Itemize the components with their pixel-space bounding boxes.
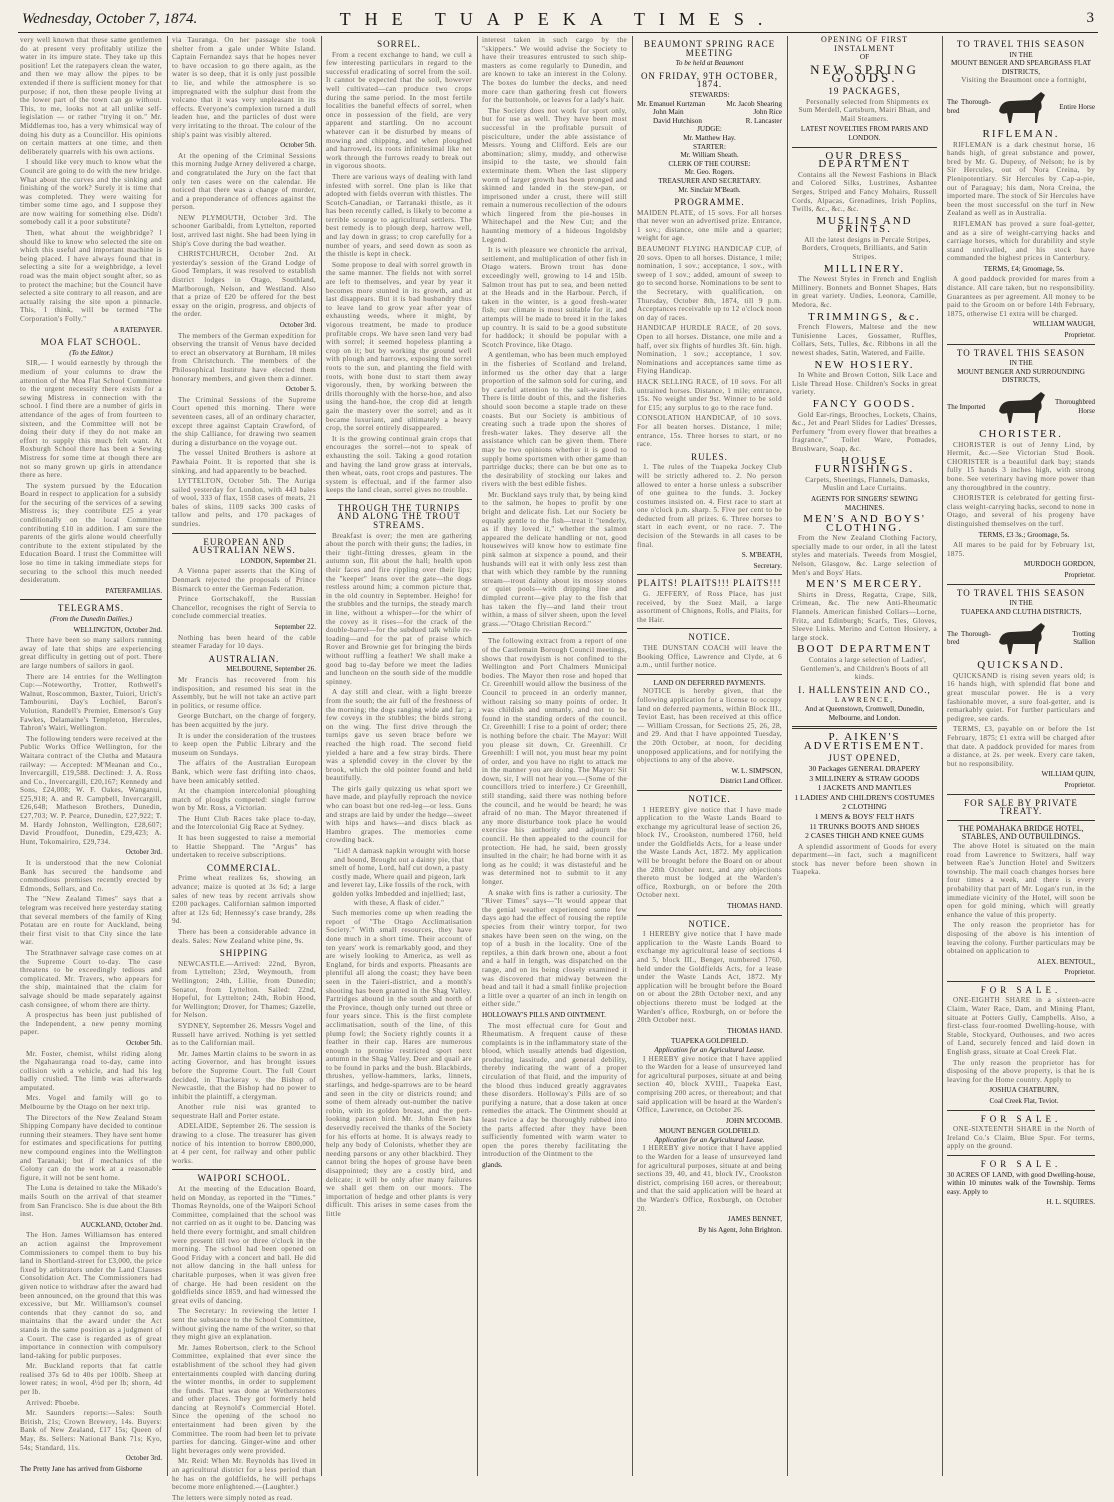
body-text: The only reason the proprietor has for disposing of the above property, is that he is leaving for the Home country. Apply to <box>947 1058 1095 1084</box>
signature: JAMES BENNET, <box>727 1215 782 1224</box>
body-text: Mrs. Vogel and family will go to Melbourne by the Otago on her next trip. <box>20 1094 162 1112</box>
department-heading: TRIMMINGS, &c. <box>808 310 921 323</box>
body-text: Mr Francis has recovered from his indisposition, and resumed his seat in the Assembly, but he will not take an active part in politics, or resume office. <box>172 675 316 710</box>
signature: THOMAS HAND. <box>727 1026 782 1035</box>
body-text: SIR,— I would earnestly by through the medium of your columns to draw the attention of the Moa Flat School Committee to the urgent necessity there exists for a sewing Mistress in connection with the school. I find there are a number of girls in attendance of the ages of from fourteen to sixteen, and the Committee will not be doing their duty if they do not make an effort to supply this much felt want. At Roxburgh School there has been a Sewing Mistress for some time at though there are not so many grown up girls in attendance there as here. <box>20 359 162 480</box>
notice-heading: NOTICE. <box>688 793 731 804</box>
body-text: CHORISTER is celebrated for getting first-class weight-carrying hacks, second to none in Otago, and several of his progeny have distinguished themselves on the turf. <box>947 494 1095 528</box>
section-heading: COMMERCIAL. <box>206 862 282 873</box>
advert-heading: TO TRAVEL THIS SEASON <box>956 587 1086 598</box>
section-heading: EUROPEAN AND AUSTRALIAN NEWS. <box>192 536 296 556</box>
body-text: From a recent exchange to hand, we cull a few interesting particulars in regard to the successful eradicating of sorrel from the soil. It cannot be expected that the soil, however well cultivated—can produce two crops during the same period. In the most fertile localities the baneful effects of sorrel, when once in possession of the field, are very apparent and startling. On no account whatever can it be disturbed by means of mowing and chipping, and when ploughed and harrowed, its roots infinitesimal like net work through the furrows ready to break out in vigorous shoots. <box>326 50 472 171</box>
column-3 <box>326 36 472 1476</box>
body-text: Contains all the Newest Fashions in Black and Colored Silks, Lustrines, Ashantee Serges, Striped and Fancy Mohairs, Russell Cords, Alpacas, Grenadines, Irish Poplins, Twills, &c., &c., &c. <box>792 170 937 214</box>
list-item: 2 CASES THIGH AND KNEE GUMS <box>805 831 924 841</box>
signature-title: Coal Creek Flat, Teviot. <box>989 1097 1059 1105</box>
advert-heading: TO TRAVEL THIS SEASON <box>956 39 1086 49</box>
column-rule <box>321 36 322 1476</box>
body-text: A prospectus has been just published of the Independent, a new penny morning paper. <box>20 1011 162 1037</box>
steward: Mr. Emanuel Kurtzman <box>637 99 706 108</box>
page-number: 3 <box>1086 10 1094 26</box>
signature-title: Proprietor. <box>1064 570 1095 579</box>
stewards-row <box>637 108 782 117</box>
dateline: September 22. <box>274 623 316 631</box>
horse-name: QUICKSAND. <box>977 659 1065 672</box>
body-text: Mr. James Robertson, clerk to the School Committee, explained that ever since the establishment of the school they had given entertainments coupled with dancing during the winter months, in order to supplement the funds. That was done at Wetherstones and other places. They got formerly held dancing at Reynold's Commercial Hotel. Since the opening of the school no entertainment had been given by the Committee. The room had been let to private parties for dancing. Ginger-wine and other light beverages only were provided. <box>172 1343 316 1455</box>
department-heading: MEN'S AND BOYS' CLOTHING. <box>803 513 926 534</box>
dateline: October 5th. <box>126 1038 162 1047</box>
body-text: SYDNEY, September 26. Messrs Vogel and Russell have arrived. Nothing is yet settled as to the Californian mail. <box>172 1021 316 1048</box>
body-text: RIFLEMAN has proved a sure foal-getter, and as a sire of weight-carrying hacks and carriage horses, which for durability and style stand unrivalled, and his stock have commanded the highest prices in Canterbury. <box>947 219 1095 263</box>
signature: H. L. SQUIRES. <box>1046 1198 1095 1207</box>
terms: TERMS, £4; Groomage, 5s. <box>983 264 1065 273</box>
body-text: It is with pleasure we chronicle the arrival, settlement, and multiplication of other fish in Otago waters. Brown trout has done exceedingly well, growing to 14 and 15lb. Salmon trout has put to sea, and been netted at the Heads and in the Harbour. Perch, if taken in the winter, is a good fresh-water fish; our climate is most suitable for it, and attempts will be made to breed it in the lakes up country. It is said to be a good substitute for haddock; it should be popular with a Scotch Province, like Otago. <box>482 246 627 349</box>
notice-subheading: Application for an Agricultural Lease. <box>654 1135 765 1144</box>
label: STEWARDS: <box>689 90 730 99</box>
body-text: ONE-EIGHTH SHARE in a sixteen-acre Claim, Water Race, Dam, and Mining Plant, situate at Potters Gully, Campbells. Also, a first-class four-roomed Dwelling-house, with Stable, Stockyard, Outhouses, and two acres of Land, securely fenced and laid down in English grass, situate at Coal Creek Flat. <box>947 996 1095 1057</box>
body-text: There are 14 entries for the Wellington Cup:—Noteworthy, Trotter, Rothwell's Walnut, Roscommon, Baxter, Tuiori, Urich's Tambourini, Day's Lochiel, Baron's Volution, Randell's Premier, Emerson's Guy Fawkes, Delamaine's Templeton, Hercules, Tabron's Wairi, Wellington. <box>20 672 162 733</box>
label: JUDGE: <box>697 125 722 134</box>
dateline: LONDON, September 21. <box>240 556 316 565</box>
body-text: The Criminal Sessions of the Supreme Court opened this morning. There were seventeen cases, all of an ordinary character, except three against Captain Crawford, of the ship Calliance, for drawing two seamen during a disturbance on the voyage out. <box>172 395 316 447</box>
body-text: NEWCASTLE.—Arrived: 22nd, Byron, from Lyttelton; 23rd, Weymouth, from Wellington; 24th, Lillie, from Dunedin; Senator, from Lyttelton. Sailed: 22nd, Hopeful, for Lyttelton; 24th, Robin Hood, for Wellington; Drover, for Thames; Gazelle, for Nelson. <box>172 959 316 1020</box>
body-text: Arrived: Phoebe. <box>26 1398 80 1407</box>
column-4 <box>482 36 627 1476</box>
body-text: LYTTELTON, October 5th. The Auriga sailed yesterday for London, with 443 bales of wool, 333 of flax, 1558 cases of meats, 21 bales of skins, 1109 sacks 300 casks of tallow and pelts, and 170 packages of sundries. <box>172 477 316 529</box>
body-text: I HEREBY give notice that I have applied to the Warden for a lease of unsurveyed land for agricultural purposes, situate at and being section 40, block XVIII., Tuapeka East, comprising 200 acres, or thereabout; and that said application will be heard at the Warden's Office, Lawrence, on October 26. <box>637 1054 782 1115</box>
advert-branches: And at Queenstown, Cromwell, Dunedin, Melbourne, and London. <box>804 704 925 722</box>
advert-heading: OPENING OF FIRST INSTALMENT <box>820 35 909 53</box>
body-text: A gentleman, who has been much employed in the fisheries of Scotland and Ireland, informed us the other day that a large proportion of the salmon sold for curing, and by careful attention to the salt-water fish. There is little doubt of this, and the fisheries should soon become a staple trade on these coasts. But our Society is ambitious of creating such a trade upon the shores of fresh-water lakes. They deserve all the assistance which can be given them. There may be two opinions whether it is good to supply home sportsmen with other game than partridge ducks; there can be but one as to the desirability of stocking our lakes and rivers with the best edible fishes. <box>482 351 627 489</box>
department-heading: OUR DRESS DEPARTMENT <box>818 149 911 171</box>
advert-subheading: OF <box>859 53 870 62</box>
body-text: CHORISTER is out of Jenny Lind, by Hermit, &c.—See Victorian Stud Book. CHORISTER is a beautiful dark bay; stands fully 15 hands 3 inches high, with strong bone. See veterinary having more power than any thoroughbred in the country. <box>947 440 1095 492</box>
horse-illustration <box>991 620 1051 656</box>
body-text: The system pursued by the Education Board in respect to application for a subsidy for the securing of the services of a sewing Mistress is; they contribute £25 a year conditionally on the local Committee contributing £10 in addition. I am sure the parents of the girls alone would cheerfully contribute to the extent stipulated by the Education Board. I trust the Committee will lose no time in taking immediate steps for securing to the school this much needed desideratum. <box>20 481 162 585</box>
masthead <box>18 8 1098 33</box>
signature-title: Proprietor. <box>1064 331 1095 340</box>
body-text: A Vienna paper asserts that the King of Denmark rejected the proposals of Prince Bismarck to enter the German Federation. <box>172 567 316 593</box>
body-text: very well known that these same gentlemen do at present very profitably utilize the water in its impure state. They take up this position! Let the ratepayers clean the water, and then we may allow the pipes to be extended if there is sufficient money for that purpose; if not, then these people living at the lower part of the town can go without. This, to me, looks not at all unlike self-legislation — or rather "trying it on." Mr. Middlemas too, has a very whimsical way of doing his duty as a Councillor. His opinions on certain matters at one time, and then deliberately quarrels with his own actions. <box>20 36 162 156</box>
advert-heading: LATEST NOVELTIES FROM PARIS AND LONDON. <box>800 125 929 142</box>
body-text: I HEREBY give notice that I have made application to the Waste Lands Board to exchange my agricultural lease of section 26, block IV., Crookston, numbered 1760, held under the Goldfields Acts, for a lease under the Waste Lands Act, 1872. My application will be brought before the Board on or about the 28th October next, and any objections thereto must be lodged at the Warden's office, Roxburgh, on or before the 20th October next. <box>637 805 782 900</box>
label: CLERK OF THE COURSE: <box>668 159 751 168</box>
body-text: The most effectual cure for Gout and Rheumatism. A frequent cause of these complaints is in the inflammatory state of the blood, which usually attends bad digestion, producing lassitude, and general debility, thereby indicating the want of a proper circulation of that fluid, and the impurity of the blood thus induced greatly aggravates these disorders. Holloway's Pills are of so purifying a nature, that a dose taken at once remedies the attack. The Ointment should at least twice a day be thoroughly rubbed into the parts affected after they have been sufficiently fomented with warm water to open the pores thereby facilitating the introduction of the Ointment to the <box>482 1021 627 1159</box>
body-text: Mr. Saunders reports:—Sales: South British, 21s; Crown Brewery, 14s. Buyers: Bank of New Zealand, £17 15s; Queen of May, 8s. Sellers: National Bank 71s; Kyo, 54s; Standard, 11s. <box>20 1409 162 1452</box>
advert-heading: THE POMAHAKA BRIDGE HOTEL, STABLES, AND OUTBUILDINGS. <box>958 823 1084 842</box>
body-text: Prime wheat realizes 6s, showing an advance; maize is quoted at 3s 6d; a large sales of new teas by recent arrivals show £200 packages. Californian salmon imported after at 12s 6d; Hennessy's case brandy, 28s 9d. <box>172 874 316 926</box>
body-text: Then, what about the weighbridge? I should like to know who selected the site on which this useful and important machine is being placed. I have always found that in selecting a site for a weighbridge, a level road was the main object sought after, so as to protect the machine; but the Council have selected a site contrary to all reason, and are actually raising the site upon a pinnacle. This, I think, will be termed "The Corporation's Folly." <box>20 229 162 323</box>
body-text: RIFLEMAN is a dark chestnut horse, 16 hands high, of great substance and power, bred by Mr. G. Dupeuy, of Nelson; he is by Sir Hercules, out of Nora Creina, by Plenipotentiary. Sir Hercules by Cap-a-pie, out of Paraguay; his dam, Nora Creina, the imported mare. The stock of Sir Hercules have been the most successful on the turf in New Zealand as well as in Australia. <box>947 140 1095 218</box>
steward: John Rice <box>753 108 782 117</box>
body-text: via Tauranga. On her passage she took shelter from a gale under White Island. Captain Fernandez says that he hopes never to have occasion to go there again, as the water is so deep, that it is only just possible to lie, and while the atmosphere is so impregnated with the sulphur dust from the volcano that it was very unpleasant in its effects. Everyone's complexion turned a dull leaden hue, and the particles of dust were very irritating to the throat. The colour of the ship's paint was visibly altered. <box>172 36 316 139</box>
signature: S. M'BEATH, <box>741 551 782 560</box>
horse-name: RIFLEMAN. <box>982 127 1060 140</box>
body-text: TERMS, £3, payable on or before the 1st February, 1875; £1 extra will be charged after that date. A paddock provided for mares from a distance, at 2s. per week. Every care taken, but no responsibility. <box>947 725 1095 768</box>
section-heading: RULES. <box>691 451 728 462</box>
body-text: George Butchart, on the charge of forgery, has been acquitted by the jury. <box>172 712 316 729</box>
horse-label: The Thorough-bred <box>947 98 991 115</box>
horse-label: Entire Horse <box>1059 102 1095 111</box>
horse-label: The Thorough-bred <box>947 629 991 647</box>
signature: JOHN M'COOMB. <box>725 1116 782 1125</box>
notice-subheading: Application for an Agricultural Lease. <box>654 1045 765 1054</box>
advert-firm: I. HALLENSTEIN AND CO., <box>798 684 931 695</box>
horse-label: Thoroughbred Horse <box>1054 398 1095 415</box>
verse: "Lid! A damask napkin wrought with horse and hound, Brought out a dainty pie, that smelt of home, Lord, half cut down, a pasty costly made, Where quail and pigeon, lark and leveret lay, Like fossils of the rock, with golden yolks Imbedded and injellied; last, with these, A flask of cider." <box>327 847 471 907</box>
horse-illustration <box>991 389 1051 425</box>
official: Mr. William Sheath. <box>680 151 739 160</box>
body-text: At the champion intercolonial ploughing match of ploughs competed: single furrow won by Mr. Ross, a Victorian. <box>172 787 316 813</box>
body-text: CHRISTCHURCH, October 2nd. At yesterday's session of the Grand Lodge of Good Templars, it was resolved to establish district lodges in Otago, Southland, Marlborough, Nelson, and Westland. Also that a prize of £20 be offered for the best essay on the origin, progress, and objects of the order. <box>172 250 316 319</box>
article-heading: THROUGH THE TURNIPS AND ALONG THE TROUT STREAMS. <box>337 502 461 531</box>
department-heading: MEN'S MERCERY. <box>805 578 924 591</box>
body-text: I HEREBY give notice that I have applied to the Warden for a lease of unsurveyed land for agricultural purposes, situate at and being sections 39, 40, and 41, block IV., Crookston district, comprising 160 acres, or thereabout; and that the said application will be heard at the Warden's Office, Roxburgh, on October 20. <box>637 1144 782 1213</box>
body-text: The following tenders were received at the Public Works Office Wellington, for the Waitara contract of the Clutha and Mataura railway: — Accepted: M'Meanan and Co., Invercargill, £19,588. Declined: J. A. Ross and Co., Invercargill, £20,167; Kennedy and Sons, £24,008; W. F. Oakes, Wanganui, £25,918; A. and R. Campbell, Invercargill, £26,648; Matheson Brothers, Dunedin, £27,703; W. P. Pearce, Dunedin, £27,922; T. M. Hardy Johnston, Wellington, £28,607; David Proudfoot, Dunedin, £29,423; A. Hunt, Tokomairiro, £29,734. <box>20 734 162 846</box>
body-text: In White and Brown Cotton, Silk Lace and Lisle Thread Hose. Children's Socks in great variety. <box>792 371 937 397</box>
signature: THOMAS HAND. <box>727 902 782 911</box>
stewards-row <box>637 100 782 109</box>
section-heading: SHIPPING <box>219 948 269 959</box>
body-text: Mr. Foster, chemist, whilst riding along the Ngahauranga road to-day, came into collision with a vehicle, and had his leg badly crushed. The limb was afterwards amputated. <box>20 1049 162 1092</box>
article-heading: SORREL. <box>377 39 421 49</box>
race-item: CONSOLATION HANDICAP, of 10 sovs. For all beaten horses. Distance, 1 mile; entrance, 15s. Three horses to start, or no race. <box>637 414 782 449</box>
advert-title: NEW SPRING GOODS. <box>810 61 919 86</box>
notice-heading: NOTICE. <box>688 918 731 929</box>
column-2 <box>172 36 316 1502</box>
stewards-row <box>637 117 782 126</box>
body-text: I HEREBY give notice that I have made application to the Waste Lands Board to exchange my agricultural lease of sections 4 and 5, block III., Benger, numbered 1760, held under the Goldfields Acts, for a lease under the Waste Lands Act, 1872. My application will be brought before the Board on or about the 28th October next, and any objections thereto must be lodged at the Warden's office, Roxburgh, on or before the 20th October next. <box>637 930 782 1025</box>
body-text: A day still and clear, with a light breeze from the south; the air full of the freshness of the morning; the dogs ranging wide and far; a few coveys in the stubbles; the birds strong on the wing. The first drive through the turnips gave us seven brace before we reached the high road. The second field yielded a hare and a few stray birds. There was a splendid covey in the clover by the brook, which the old pointer found and held beautifully. <box>326 688 472 783</box>
column-6 <box>792 36 937 1476</box>
body-text: The Directors of the New Zealand Steam Shipping Company have decided to continue running their steamers. They have sent home for estimates and specifications for putting new compound engines into the Wellington and Taranaki; but if mechanics of the Colony can do the work at a reasonable figure, it will not be sent home. <box>20 1113 162 1182</box>
label: TREASURER AND SECRETARY. <box>658 176 761 185</box>
signature: MURDOCH GORDON, <box>1023 560 1095 569</box>
notice-heading: TUAPEKA GOLDFIELD. <box>670 1037 749 1046</box>
body-text: A good paddock provided for mares from a distance. All care taken, but no responsibility. Guarantees as per agreement. All money to be paid to the Groom on or before 14th February, 1875, otherwise £1 extra will be charged. <box>947 275 1095 318</box>
advert-heading: 19 PACKAGES, <box>828 85 901 96</box>
column-1 <box>20 36 162 1476</box>
list-item: 1 LADIES' AND CHILDREN'S COSTUMES <box>794 792 935 802</box>
official: Mr. Geo. Rogers. <box>684 168 735 177</box>
department-heading: MILLINERY. <box>823 262 906 275</box>
body-text: The following extract from a report of one of the Castlemain Borough Council meetings, shows that rowdyism is not confined to the Wellington and Port Chalmers Municipal bodies. The Mayor then rose and hoped that Cr. Greenhill would allow the business of the Council to proceed in an orderly manner, without raising so many points of order. It was childish and unmanly, and not to be found in the standing orders of the council. Cr. Greenhill: I rise to a point of order; there is nothing before the chair. The Mayor: Will you please sit down, Cr. Greenhill. Cr Greenhill: I will not, you must hear my point of order, and you have no right to attack me in the manner you are doing. The Mayor: Sit down, sir, I will not hear you.—(Some of the councillors tried to interfere.) Cr Greenhill, still standing, said there was nothing before the council, and he would be heard; he was afraid of no man. The Mayor threatened if any more disturbance took place he would exercise his authority and adjourn the council. He then appealed to the council for protection. He had, he said, been grossly insulted in the chair; he had borne with it as long as he could; it was distasteful and he was determined not to submit to it any longer. <box>482 637 627 886</box>
dateline: October 5th. <box>280 141 316 150</box>
section-heading: AUSTRALIAN. <box>208 653 280 664</box>
signature: W. L. SIMPSON, <box>731 766 782 775</box>
body-text: At the meeting of the Education Board, held on Monday, as reported in the "Times." Thomas Reynolds, one of the Waipori School Committee, complained that the school was not carried on as it ought to be. Dancing was held there every fortnight, and small children were present till two or three o'clock in the morning. The school had been opened on Good Friday with a concert and ball. He did not allow dancing in the hall unless for charitable purposes, when it was given free of charge. He had been resident on the goldfields since 1859, and had witnessed the great evils of dancing. <box>172 1185 316 1305</box>
race-item: HACK SELLING RACE, of 10 sovs. For all untrained horses. Distance, 1 mile; entrance, 15s. No weight under 9st. Winner to be sold for £15; any surplus to go to the race fund. <box>637 377 782 412</box>
horse-name: CHORISTER. <box>979 428 1063 440</box>
advert-heading: PLAITS! PLAITS!!! PLAITS!!! <box>637 578 782 589</box>
advert-subheading: IN THE <box>1009 359 1033 368</box>
column-5 <box>637 36 782 1476</box>
body-text: The Luna is detained to take the Mikado's mails South on the arrival of that steamer from San Francisco. She is due about the 8th inst. <box>20 1184 162 1219</box>
steward: R. Lancaster <box>745 116 782 125</box>
body-text: At the opening of the Criminal Sessions this morning Judge Arney delivered a charge, and congratulated the Jury on the fact that only ten cases were on the calendar. He noticed that there was a change of murder, and a preponderance of offences against the person. <box>172 151 316 212</box>
body-text: ONE-SIXTEENTH SHARE in the North of Ireland Co.'s Claim, Blue Spur. For terms, apply on the ground. <box>947 1125 1095 1151</box>
body-text: It is under the consideration of the trustees to keep open the Public Library and the museum on Sundays. <box>172 731 316 757</box>
advert-heading: AGENTS FOR SINGERS' SEWING MACHINES. <box>811 494 918 512</box>
column-rule <box>787 36 788 1476</box>
body-text: Shirts in Dress, Regatta, Crape, Silk, Crimean, &c. The new Anti-Rheumatic Flannels. American finished Collars—Lorne, Fritz, and Edinburgh; Scarfs, Ties, Gloves, Sleeve Links. Merino and Cotton Hosiery, a large stock. <box>792 590 937 642</box>
list-item: 1 JACKETS AND MANTLES <box>817 783 912 793</box>
letter-signature: PATERFAMILIAS. <box>105 586 162 595</box>
terms: TERMS, £3 3s.; Groomage, 5s. <box>978 530 1070 539</box>
body-text: Personally selected from Shipments ex Sum Merdell, Cartsburn, Mairi Bhan, and Mail Steamers. <box>798 97 931 123</box>
advert-heading: FOR SALE. <box>980 984 1062 995</box>
section-heading: PROGRAMME. <box>674 197 745 208</box>
body-text: The "New Zealand Times" says that a telegram was received here yesterday stating that several members of the family of King Potatau are en route for Auckland, being their first visit to that City since the late war. <box>20 895 162 947</box>
body-text: From the New Zealand Clothing Factory, specially made to our order, in all the latest styles and materials. Tweeds from Mosgiel, Nelson, Glasgow, &c. Large selection of Men's and Boys' Hats. <box>792 534 937 577</box>
body-text: French Flowers, Maltese and the new Tunisienne Laces, Gossamer, Ruffles, Collars, Sets, Tulles, &c. Ribbons in all the newest shades, Satin, Watered, and Faille. <box>792 323 937 357</box>
body-text: The girls gaily quizzing us what sport we have made, and playfully reproach the novice who can boast but one red-leg—or less. Guns and straps are laid by under the hedge—sweet with hips and haws—and discs black as Hambro grapes. The memories come crowding back. <box>326 784 472 845</box>
letter-heading: MOA FLAT SCHOOL. <box>40 337 142 348</box>
body-text: Mr. James Martin claims to be sworn in as acting Governor, and has brought issues before the Supreme Court. The full Court decided, in Thackeray v. the Bishop of Newcastle, that the Bishop had no power to inhibit the plaintiff, a clergyman. <box>172 1049 316 1101</box>
aiken-list <box>792 765 937 841</box>
advert-heading: FOR SALE BY PRIVATE TREATY. <box>964 797 1078 817</box>
body-text: Prince Gortschakoff, the Russian Chancellor, recognises the right of Servia to conclude commercial treaties. <box>172 595 316 621</box>
advert-subheading: TUAPEKA AND CLUTHA DISTRICTS, <box>960 607 1082 616</box>
body-text: Nothing has been heard of the cable steamer Faraday for 10 days. <box>172 633 316 651</box>
advert-title: P. AIKEN'S ADVERTISEMENT. <box>803 731 926 752</box>
race-item: HANDICAP HURDLE RACE, of 20 sovs. Open to all horses. Distance, one mile and a half, over six flights of hurdles 3ft. 6in. high. Nomination, 1 sov.; acceptance, 1 sov. Nominations and acceptances same time as Flying Handicap. <box>637 324 782 376</box>
rule-item: 1. The rules of the Tuapeka Jockey Club will be strictly adhered to. 2. No person allowed to enter a horse unless a subscriber of one guinea to the funds. 3. Jockey costumes insisted on. 4. First race to start at one o'clock p.m. sharp. 5. Five per cent to be deducted from all prizes. 6. Three horses to start in each event, or no race. 7. The decision of the Stewards in all cases to be final. <box>637 463 782 549</box>
department-heading: BOOT DEPARTMENT <box>797 643 932 656</box>
body-text: The Society does not work for sport only, but for use as well. They have been most successful in the profitable pursuit of pisciculture, under the able assistance of Messrs. Young and Clifford. Eels are our abomination; slimy, muddy, and otherwise insipid to the taste, we should fain exterminate them. When the last slippery worm of larger growth has been pronged and skinned and landed in the stew-pan, or imprisoned under a crust, there will still remain a numerous recollection of the odours which lingered from the pie-houses in Whitechapel and the New Cut; and the haunting memory of a hideous Ingoldsby Legend. <box>482 106 627 244</box>
body-text: Contains a large selection of Ladies', Gentlemen's, and Children's Boots of all kinds. <box>800 656 929 682</box>
body-text: Mr. Reid: When Mr. Reynolds has lived in an agricultural district for a less period than he has on the goldfields, he will perhaps become more enlightened.—(Laughter.) <box>172 1457 316 1492</box>
body-text: There has been a considerable advance in deals. Sales: New Zealand white pine, 9s. <box>172 928 316 945</box>
department-heading: NEW HOSIERY. <box>814 358 915 371</box>
advert-heading: BEAUMONT SPRING RACE MEETING <box>643 39 776 58</box>
department-heading: MUSLINS AND PRINTS. <box>816 214 913 236</box>
race-item: BEAUMONT FLYING HANDICAP CUP, of 20 sovs. Open to all horses. Distance, 1 mile; nomination, 1 sov.; acceptance, 1 sov., with sweep of 1 sov.; added, amount of sweep to go to second horse. Nominations to be sent to the Secretary, with qualification, on Thursday, October 8th, 1874, till 9 p.m. Acceptances receivable up to 12 o'clock noon on day of races. <box>637 245 782 322</box>
dateline: MELBOURNE, September 26. <box>226 665 316 674</box>
advert-subheading: MOUNT BENGER AND SPEARGRASS FLAT DISTRICTS, <box>950 59 1092 76</box>
signature: WILLIAM WAUGH, <box>1032 320 1095 329</box>
advert-heading: HOLLOWAY'S PILLS AND OINTMENT. <box>482 1010 606 1019</box>
body-text: It is understood that the new Colonial Bank has secured the handsome and commodious premises recently erected by Edmonds, Sellars, and Co. <box>20 859 162 893</box>
advert-place: LAWRENCE, <box>834 696 895 705</box>
body-text: The members of the German expedition for observing the transit of Venus have decided to erect an observatory at Burnham, 18 miles from Christchurch. The members of the Philosophical Institute have elected them honorary members, and given them a dinner. <box>172 331 316 383</box>
advert-subheading: IN THE <box>1009 50 1033 59</box>
column-rule <box>167 36 168 1476</box>
horse-illustration-row <box>947 618 1095 658</box>
body-text: Mr. Buckland reports that fat cattle realised 37s 6d to 40s per 100lb. Sheep at lower rates; in wool, 4½d per lb; shorn, 4d per lb. <box>20 1362 162 1397</box>
body-text: QUICKSAND is rising seven years old; is 16 hands high, with splendid flat bone and great muscular power. He is a very fashionable mover, a sure foal-getter, and is remarkably quiet. For further particulars and pedigree, see cards. <box>947 671 1095 723</box>
body-text: Mr. Buckland says truly that, by being kind to the salmon, he hopes to profit by one bright and delicate fish. Let our Society be equally gentle to the fish—treat it "tenderly, as if they loved it," whether the salmon appeared the delicate handling or not, good housewives will know how to estimate fine pink salmon at sixpence a pound, and their husbands will eat it with only less zest than that with which they ramble by the running stream—trout dainty about its mossy stones or quiet pools—with dripping line and dimpled current—give play to the fish that has taken the fly—and land their trout within, a mass of silver sheen, upon the level grass.—"Otago Christian Record." <box>482 490 627 628</box>
body-text: NEW PLYMOUTH, October 3rd. The schooner Garibaldi, from Lyttelton, reported lost, arrived last night. She had been lying in Ship's Cove during the bad weather. <box>172 213 316 248</box>
signature-title: Proprietor. <box>1064 968 1095 977</box>
steward: Mr. Jacob Shearing <box>726 99 782 108</box>
body-text: I should like very much to know what the Council are going to do with the new bridge. What about the curves and the sinking and finishing of the work? Surely it is time that was completed. They were waiting for timber some time ago, and I suppose they are now waiting for something else. Didn't somebody call it a poor substitute? <box>20 158 162 227</box>
body-text: The Hunt Club Races take place to-day, and the Intercolonial Gig Race at Sydney. <box>172 814 316 832</box>
body-text: G. JEFFERY, of Ross Place, has just received, by the Suez Mail, a large assortment of Chignons, Rolls, and Plaits, for the Hair. <box>637 590 782 624</box>
horse-label: The Imported <box>947 402 986 411</box>
body-text: Some propose to deal with sorrel growth in the same manner. The fields not with sorrel are left to themselves, and year by year it becomes more stunted in its growth, and at last disappears. But it is bad husbandry thus to leave land to grow year after year of exhausting weeds, where it might, by vigorous treatment, be made to produce profitable crops. We have seen land very bad with sorrel; it seemed hopeless planting a crop on it; but by working the ground well with plough and harrows, exposing the sorrel roots to the sun, and planting the field with roots, with bone dust to start them away vigorously, then, by working between the drills thoroughly with the horse-hoe, and also using the hand-hoe, the crop did at length gain the mastery over the sorrel; and as it became luxuriant, and ultimately a heavy crop, the sorrel entirely disappeared. <box>326 260 472 433</box>
body-text: The only reason the proprietor has for disposing of the above is his intention of leaving the colony. Further particulars may be obtained on application to <box>947 921 1095 956</box>
dateline: October 3rd. <box>279 321 316 329</box>
advert-subheading: To be held at Beaumont <box>675 59 744 68</box>
horse-label: Trotting Stallion <box>1072 629 1095 647</box>
list-item: 30 Packages GENERAL DRAPERY <box>808 763 921 773</box>
dateline: October 5. <box>285 385 316 394</box>
body-text: 30 ACRES OF LAND, with good Dwelling-house, within 10 minutes walk of the Township. Terms easy. Apply to <box>947 1170 1095 1196</box>
section-heading: TELEGRAMS. <box>57 603 125 614</box>
dateline: WELLINGTON, October 2nd. <box>73 625 162 634</box>
body-text: It is the growing continual grain crops that encourages the sorrel—not to speak of exhausting the soil. Taking a good rotation and having the land grow grass at intervals, then wheat, oats, root crops and pastures. The system is effectual, and if the farmer also keeps the land clean, sorrel gives no trouble. <box>326 434 472 495</box>
list-item: 2 CLOTHING <box>842 802 887 812</box>
newspaper-title: THE TUAPEKA TIMES. <box>339 9 777 29</box>
column-rule <box>477 36 478 1476</box>
signature: ALEX. BENTOUL, <box>1037 957 1095 966</box>
dateline: October 3rd. <box>125 848 162 857</box>
horse-illustration-row <box>947 87 1095 127</box>
signature-title: District Land Officer. <box>720 777 782 786</box>
body-text: The Hon. James Williamson has entered an action against the Improvement Commissioners to compel them to buy his land in Shortland-street for £3,000, the price fixed by arbitrators under the Land Clauses Consolidation Act. The Commissioners had given notice to withdraw after the award had been announced, on the ground that this was excessive, but Mr. Williamson's counsel contends that they cannot do so, and maintains that the award under the Act stands in the same position as a judgment of a Court. The case is regarded as of great importance in connection with compulsory land-taking for public purposes. <box>20 1231 162 1360</box>
section-heading: WAIPORI SCHOOL. <box>197 1173 291 1184</box>
notice-heading: MOUNT BENGER GOLDFIELD. <box>659 1127 760 1136</box>
body-text: glands. <box>482 1161 503 1169</box>
steward: John Main <box>653 108 684 117</box>
signature-title: Proprietor. <box>1064 781 1095 789</box>
body-text: The affairs of the Australian European Bank, which were fast drifting into chaos, have been amicably settled. <box>172 759 316 785</box>
notice-heading: NOTICE. <box>688 632 731 643</box>
body-text: The vessel United Brothers is ashore at Pawhaia Point. It is reported that she is sinking, and had apparently to be beached. <box>172 449 316 475</box>
advert-heading: TO TRAVEL THIS SEASON <box>956 347 1086 358</box>
body-text: ADELAIDE, September 26. The session is drawing to a close. The treasurer has given notice of his intention to borrow £800,000, at 4 per cent, for railway and other public works. <box>172 1122 316 1165</box>
body-text: A snake with fins is rather a curiosity. The "River Times" says—"It would appear that the genial weather experienced some few days ago had the effect of rousing the reptile species from their wintry torpor, for two snakes have been seen on the wing, on the top of a bush in the locality. One of the reptiles, a thin dark brown one, about a foot and a half in length, was dispatched on the range, and on its being closely examined it was discovered that midway between the head and tail it had a small finlike projection a little over a quarter of an inch in length on either side." <box>482 888 627 1009</box>
label: STARTER: <box>693 142 726 151</box>
body-text: The Strathnaver salvage case comes on at the Supreme Court to-day. The case threatens to be exceedingly tedious and complicated. Mr. Travers, who appears for the ship, maintained that the claim for salvage should be made separately against cash consignee, of whom there are thirty. <box>20 948 162 1009</box>
advert-heading: JUST OPENED, <box>828 753 901 764</box>
body-text: The letters were simply noted as read. <box>172 1493 293 1502</box>
body-text: Breakfast is over; the men are gathering about the porch with their guns; the ladies, in their tight-fitting dresses, gleam in the autumn sun, flit about the hall; health upon their faces and fire rippling over their lips; the "keeper" leans over the gate—the dogs restless around him; a common picture that, in the old country in September. Heigho! for the stubbles and the turnips, the steady march in line, without a whisper—for the whirr of the covey as it rises—for the crack of the double-barrel—for the subdued talk while re-loading—and for the pat of praise which Rover and Brownie get for bringing the birds without ruffling a feather! We shall make a good bag to-day before we meet the ladies and luncheon on the south side of the muddle spinney. <box>326 531 472 686</box>
signature: WILLIAM QUIN, <box>1041 770 1095 779</box>
official: Mr. Matthew Hay. <box>683 133 736 142</box>
advert-heading: FOR SALE. <box>980 1113 1062 1124</box>
advert-date: ON FRIDAY, 9TH OCTOBER, 1874. <box>640 70 779 90</box>
body-text: Carpets, Sheetings, Flannels, Damasks, Muslin and Lace Curtains. <box>805 475 930 493</box>
body-text: Gold Ear-rings, Brooches, Lockets, Chains, &c., Jet and Pearl Slides for Ladies' Dresses, Perfumery "from every flower that breathes a fragrance," Toilet Ware, Pomades, Brushware, Soap, &c. <box>792 410 937 453</box>
body-text: The Newest Styles in French and English Millinery. Bonnets and Bonnet Shapes, Hats in great variety. Undies, Leonora, Camille, Medora, &c. <box>792 275 937 310</box>
body-text: Visiting the Beaumont once a fortnight, <box>961 76 1087 85</box>
body-text: All the latest designs in Percale Stripes, Borders, Croquets, Brilliants, and Satin Stripes. <box>801 235 931 262</box>
column-7 <box>947 36 1095 1476</box>
official: Mr. Sinclair M'Beath. <box>678 185 741 194</box>
list-item: 1 MEN'S & BOYS' FELT HATS <box>814 811 915 821</box>
body-text: The Secretary: In reviewing the letter I sent the substance to the School Committee, without giving the name of the writer, so that they might give an explanation. <box>172 1307 316 1342</box>
horse-illustration <box>991 89 1051 125</box>
race-item: MAIDEN PLATE, of 15 sovs. For all horses that never won an advertised prize. Entrance, 1 sov.; distance, one mile and a quarter; weight for age. <box>637 208 782 243</box>
column-rule <box>942 36 943 1476</box>
body-text: interest taken in such cargo by the "skippers." We would advise the Society to have their treasures entrusted to such ship-masters as come regularly to Dunedin, and are known to take an interest in the Colony. The boxes do lumber the decks, and need more care than gathering fresh cut flowers for the buttonhole, or leaves for a lady's hair. <box>482 36 627 105</box>
signature-title: By his Agent, John Brighton. <box>698 1225 782 1234</box>
signature-title: Secretary. <box>753 561 782 570</box>
signature: JOSHUA CHATBURN, <box>989 1086 1059 1095</box>
body-text: There have been so many sailors running away of late that ships are experiencing great difficulty in getting out of port. There are large numbers of sailors in gaol. <box>20 636 162 670</box>
issue-date: Wednesday, October 7, 1874. <box>22 11 198 27</box>
body-text: A splendid assortment of Goods for every department—in fact, such a magnificent stock has never before been shown in Tuapeka. <box>792 842 937 877</box>
list-item: 11 TRUNKS BOOTS AND SHOES <box>809 821 920 831</box>
body-text: It has been suggested to raise a memorial to Hattie Sheppard. The "Argus" has undertaken to receive subscriptions. <box>172 834 316 860</box>
body-text: The above Hotel is situated on the main road from Lawrence to Switzers, half way between Rae's Junction Hotel and Switzers township. The mail coach changes horses here four times a week, and there is every probability that part of Mr. Logan's run, in the immediate vicinity of the Hotel, will soon be open for gold mining, which will greatly enhance the value of this property. <box>947 841 1095 919</box>
letter-signature: A RATEPAYER. <box>113 325 162 334</box>
dateline: AUCKLAND, October 2nd. <box>80 1220 162 1229</box>
list-item: 3 MILLINERY & STRAW GOODS <box>809 773 920 783</box>
body-text: The Pretty Jane has arrived from Gisborne <box>20 1464 143 1473</box>
body-text: Such memories come up when reading the report of "The Otago Acclimatisation Society." With small resources, they have done much in a short time. Their account of ten years' work is remarkably good, and they are wisely looking to America, as well as England, for birds and exports. Pheasants are plentiful all along the coast; they have been seen in the Taieri-district, and a month's shooting has been granted in the Shag Valley. Partridges abound in the south and north of the Province, though only turned out three or four years since. This is the first complete acclimatisation, south of the line, of this plump fowl; the Society rightly counts it a feather in their cap. Hares are numerous enough to promise restricted sport next autumn in the Shag Valley. Deer and quail are to be found in parks and the bush. Blackbirds, thrushes, yellow-hammers, larks, linnets, starlings, and hedge-sparrows are to be heard and seen in the city or districts round; and some of them already out-number the native robin, with its golden breast, and the pert-looking parson bird. Mr. John Ewen has deservedly received the thanks of the Society for his efforts at home. It is always ready to help any body of Colonists, whether they are needing parsons or any other blackbird. They cannot bring the hopes of grouse have been disappointed; they are a costly bird, and delicate; it will be only after many failures we shall get them on our moors. The importation of hedge and other plants is very difficult. This arises in some cases from the little <box>326 909 472 1218</box>
body-text: All mares to be paid for by February 1st, 1875. <box>947 541 1095 558</box>
advert-heading: FOR SALE. <box>980 1158 1062 1169</box>
body-text: THE DUNSTAN COACH will leave the Booking Office, Lawrence and Clyde, at 6 a.m., until further notice. <box>637 644 782 670</box>
body-text: NOTICE is hereby given, that the following application for a license to occupy land on deferred payments, within Block III., Teviot East, has been received at this office— William Crossan, for Sections 25, 26, 28, and 29. And that I have appointed Tuesday, the 20th October, at noon, for deciding unopposed applications, and for notifying the objections to any of the above. <box>637 687 782 765</box>
body-text: Another rule nisi was granted to sequestrate Hall and Porter estate. <box>172 1103 316 1120</box>
steward: David Hutchison <box>653 116 702 125</box>
letter-subheading: (To the Editor.) <box>69 348 113 357</box>
department-heading: FANCY GOODS. <box>812 397 917 410</box>
notice-heading: LAND ON DEFERRED PAYMENTS. <box>653 678 766 687</box>
department-heading: HOUSE FURNISHINGS. <box>814 454 915 476</box>
section-subheading: (From the Dunedin Dailies.) <box>50 615 132 623</box>
advert-subheading: IN THE <box>1009 599 1033 608</box>
dateline: October 3rd. <box>125 1454 162 1463</box>
column-rule <box>632 36 633 1476</box>
body-text: There are various ways of dealing with land infested with sorrel. One plan is like that adopted with fields overrun with thistles. The Scotch-Canadian, or Tarranaki thistle, as it has been recently called, is likely to become a terrible scourge to agricultural settlers. The best remedy is to plough deep, harrow well, and lay down in grass; to crop carefully for a number of years, and seed down as soon as the thistle is kept in check. <box>326 172 473 259</box>
advert-subheading: MOUNT BENGER AND SURROUNDING DISTRICTS, <box>957 367 1085 385</box>
horse-illustration-row <box>947 387 1095 427</box>
